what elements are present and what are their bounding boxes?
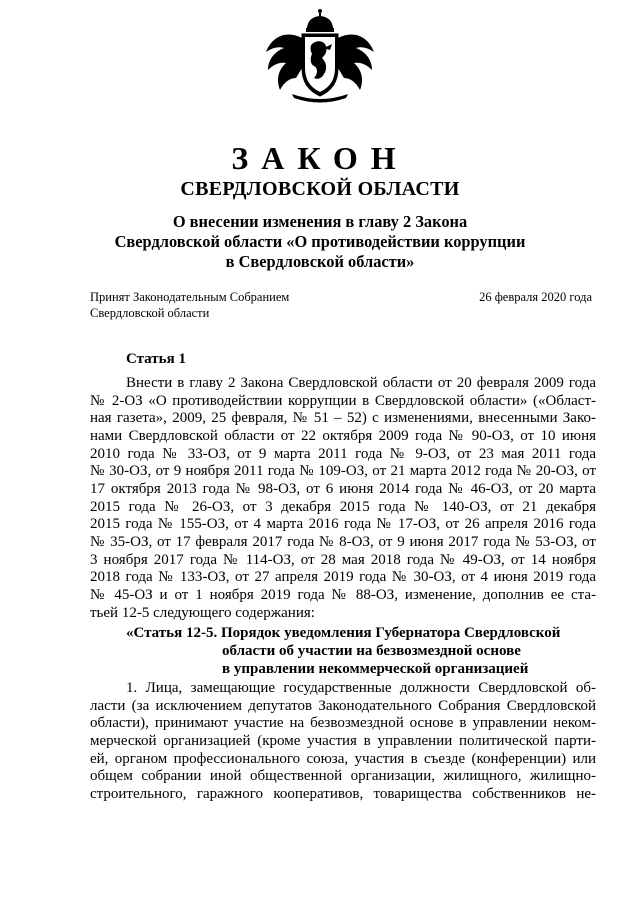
law-heading xyxy=(60,212,580,272)
article-1-text xyxy=(90,375,596,622)
adoption-body xyxy=(90,289,289,321)
text-line: мерческой организацией (кроме участия в управлении политической парти- xyxy=(90,732,596,749)
article-12-5-heading-line: «Статья 12-5. Порядок уведомления Губернатора Свердловской xyxy=(126,625,561,641)
article-1-title: Статья 1 xyxy=(126,351,186,367)
law-heading-line: в Свердловской области» xyxy=(225,252,415,271)
left-garland-icon xyxy=(266,34,302,90)
text-line: 1. Лица, замещающие государственные должности Свердловской об- xyxy=(126,680,596,696)
adoption-body-line: Свердловской области xyxy=(90,306,210,320)
text-line: 2018 года № 133-ОЗ, от 27 апреля 2019 года № 30-ОЗ, от 4 июня 2019 года xyxy=(90,569,596,586)
text-line: № 45-ОЗ и от 1 ноября 2019 года № 88-ОЗ, изменение, дополнив ее ста- xyxy=(90,586,596,603)
text-line: области), принимают участие на безвозмездной основе в управлении неком- xyxy=(90,715,596,732)
law-heading-line: Свердловской области «О противодействии коррупции xyxy=(114,232,526,251)
coat-of-arms-icon xyxy=(262,8,378,104)
text-line: 2015 года № 155-ОЗ, от 4 марта 2016 года № 17-ОЗ, от 26 апреля 2016 года xyxy=(90,516,596,533)
text-line: ей, органом профессионального союза, участия в съезде (конференции) или xyxy=(90,750,596,767)
text-line: 3 ноября 2017 года № 114-ОЗ, от 28 мая 2018 года № 49-ОЗ, от 14 ноября xyxy=(90,551,596,568)
text-line: общем собрании иной общественной организации, жилищного, жилищно- xyxy=(90,768,596,785)
text-line: нами Свердловской области от 22 октября 2009 года № 90-ОЗ, от 10 июня xyxy=(90,427,596,444)
crown-icon xyxy=(306,9,334,32)
article-12-5-text xyxy=(90,680,596,804)
text-line: 17 октября 2013 года № 98-ОЗ, от 6 июня 2014 года № 46-ОЗ, от 20 марта xyxy=(90,480,596,497)
document-type-title: ЗАКОН xyxy=(231,140,409,176)
article-12-5-heading xyxy=(126,624,596,678)
adoption-date: 26 февраля 2020 года xyxy=(479,290,592,304)
text-line: Внести в главу 2 Закона Свердловской области от 20 февраля 2009 года xyxy=(126,375,596,391)
adoption-body-line: Принят Законодательным Собранием xyxy=(90,290,290,304)
article-12-5-heading-line: в управлении некоммерческой организацией xyxy=(222,661,529,677)
region-subtitle: СВЕРДЛОВСКОЙ ОБЛАСТИ xyxy=(180,178,460,200)
text-line: № 30-ОЗ, от 9 ноября 2011 года № 109-ОЗ, от 21 марта 2012 года № 20-ОЗ, от xyxy=(90,463,596,480)
right-garland-icon xyxy=(338,34,374,90)
text-line: 2010 года № 33-ОЗ, от 9 марта 2011 года № 9-ОЗ, от 23 мая 2011 года xyxy=(90,445,596,462)
text-line: 2015 года № 26-ОЗ, от 3 декабря 2015 года № 140-ОЗ, от 21 декабря xyxy=(90,498,596,515)
text-line: ласти (за исключением депутатов Законодательного Собрания Свердловской xyxy=(90,697,596,714)
article-12-5-heading-line: области об участии на безвозмездной основе xyxy=(222,643,521,659)
text-line: ная газета», 2009, 25 февраля, № 51 – 52) с изменениями, внесенными Зако- xyxy=(90,410,596,427)
text-line: № 2-ОЗ «О противодействии коррупции в Свердловской области» («Област- xyxy=(90,392,596,409)
text-line: тьей 12-5 следующего содержания: xyxy=(90,604,315,621)
text-line: строительного, гаражного кооперативов, товарищества собственников не- xyxy=(90,785,596,802)
law-heading-line: О внесении изменения в главу 2 Закона xyxy=(172,212,468,231)
text-line: № 35-ОЗ, от 17 февраля 2017 года № 8-ОЗ, от 9 июня 2017 года № 53-ОЗ, от xyxy=(90,533,596,550)
